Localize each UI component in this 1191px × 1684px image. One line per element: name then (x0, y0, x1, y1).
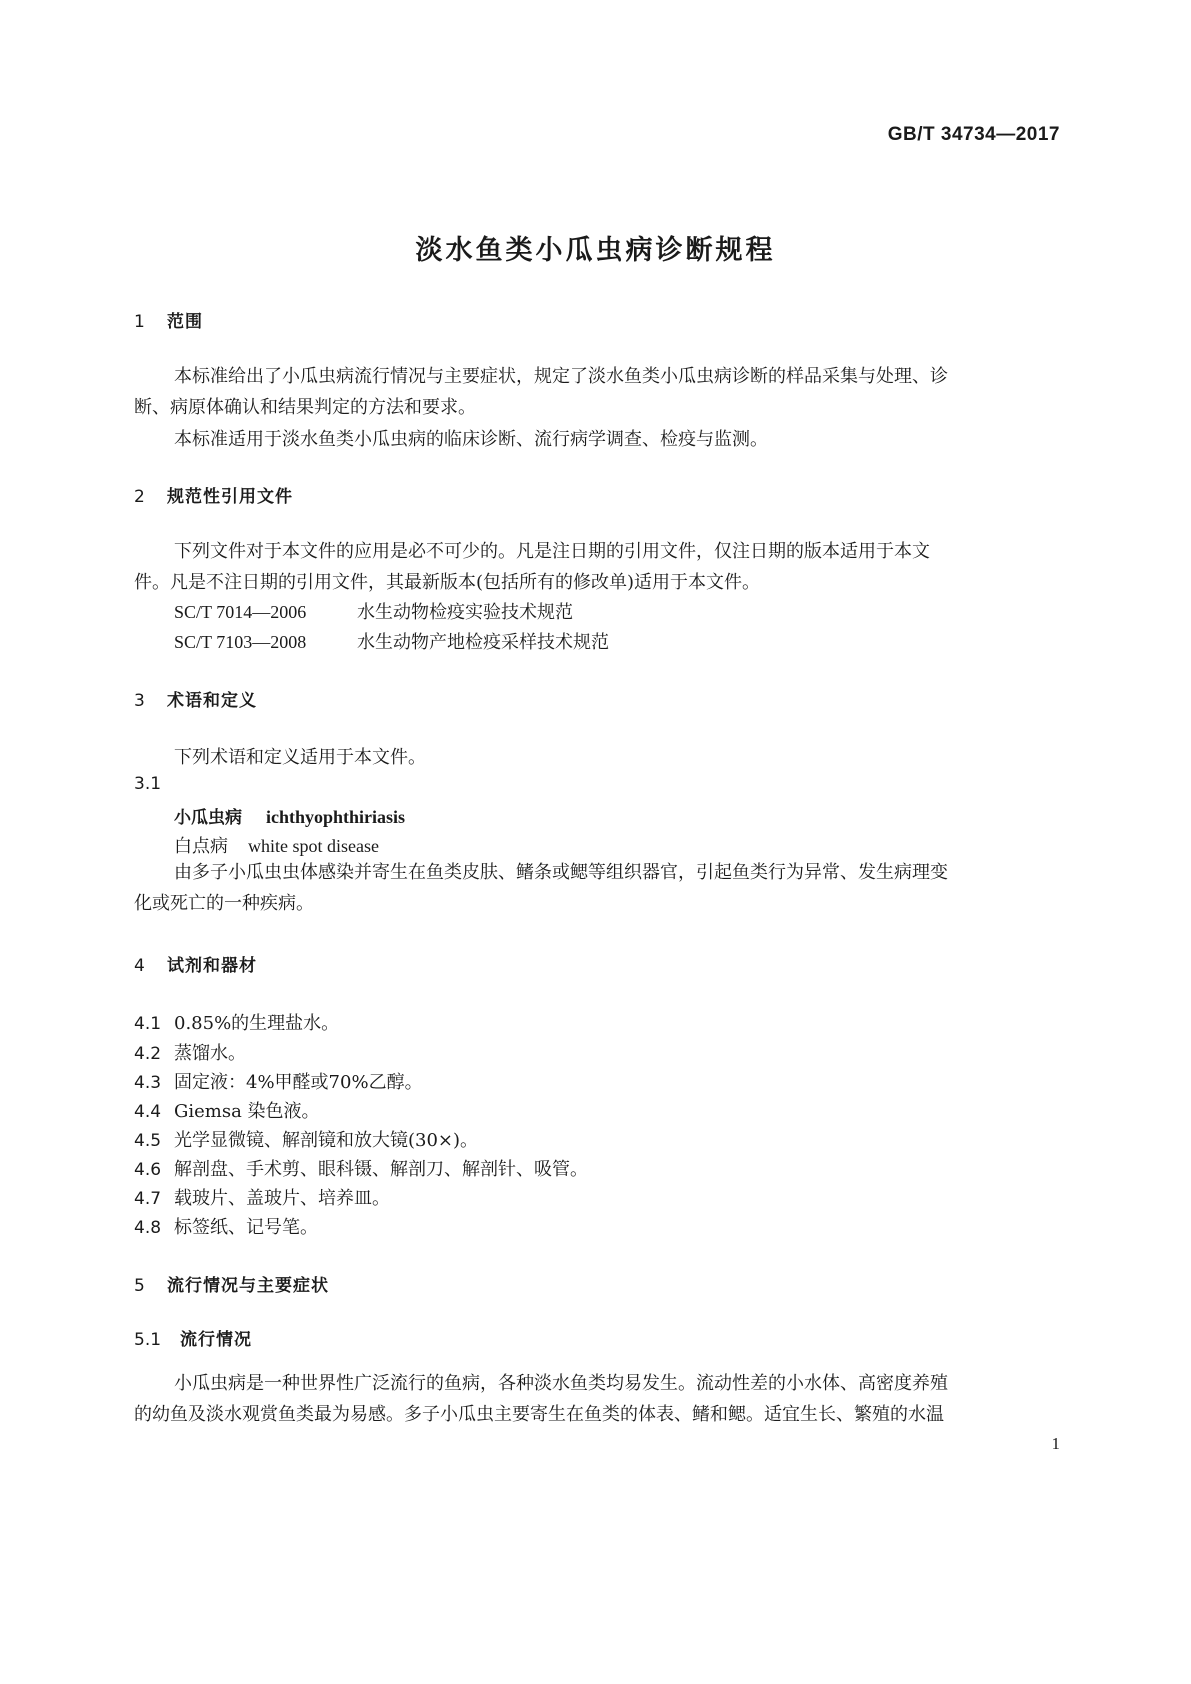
item-text: 解剖盘、手术剪、眼科镊、解剖刀、解剖针、吸管。 (174, 1159, 588, 1180)
references-paragraph (134, 536, 1064, 598)
terms-intro: 下列术语和定义适用于本文件。 (174, 747, 426, 768)
section-title: 术语和定义 (167, 691, 257, 711)
item-text: 0.85%的生理盐水。 (174, 1013, 340, 1034)
item-text: 固定液：4%甲醛或70%乙醇。 (174, 1072, 423, 1093)
section-2-heading (134, 482, 293, 507)
paragraph-line: 小瓜虫病是一种世界性广泛流行的鱼病，各种淡水鱼类均易发生。流动性差的小水体、高密度养殖 (174, 1373, 948, 1394)
section-title: 试剂和器材 (167, 956, 257, 976)
paragraph-line: 的幼鱼及淡水观赏鱼类最为易感。多子小瓜虫主要寄生在鱼类的体表、鳍和鳃。适宜生长、繁殖的水温 (134, 1404, 944, 1425)
paragraph-line: 件。凡是不注日期的引用文件，其最新版本(包括所有的修改单)适用于本文件。 (134, 572, 761, 593)
paragraph-line: 下列文件对于本文件的应用是必不可少的。凡是注日期的引用文件，仅注日期的版本适用于本文 (174, 541, 930, 562)
reagent-item (134, 1068, 423, 1094)
reagent-item (134, 1126, 478, 1152)
reference-name: 水生动物检疫实验技术规范 (357, 602, 573, 623)
section-number: 3 (134, 691, 145, 711)
item-text: 标签纸、记号笔。 (174, 1217, 318, 1238)
section-number: 5 (134, 1276, 145, 1296)
synonym-cn: 白点病 (174, 836, 228, 857)
section-1-heading (134, 307, 203, 332)
term-synonym (174, 832, 379, 858)
reagent-item (134, 1097, 320, 1123)
reference-code: SC/T 7103—2008 (174, 632, 307, 652)
page-number: 1 (1051, 1434, 1060, 1453)
section-3-heading (134, 686, 257, 711)
item-text: 光学显微镜、解剖镜和放大镜(30×)。 (174, 1130, 479, 1151)
item-number: 4.3 (134, 1073, 162, 1093)
item-number: 4.4 (134, 1102, 162, 1122)
reagent-item (134, 1009, 339, 1035)
term-name-en: ichthyophthiriasis (266, 807, 406, 827)
subsection-number: 5.1 (134, 1330, 162, 1350)
item-number: 4.5 (134, 1131, 162, 1151)
synonym-en: white spot disease (248, 836, 379, 856)
paragraph-line: 本标准给出了小瓜虫病流行情况与主要症状，规定了淡水鱼类小瓜虫病诊断的样品采集与处理、诊 (174, 366, 948, 387)
item-number: 4.2 (134, 1044, 162, 1064)
term-number: 3.1 (134, 774, 162, 794)
section-number: 1 (134, 312, 145, 332)
section-number: 4 (134, 956, 145, 976)
section-4-heading (134, 951, 257, 976)
item-text: Giemsa 染色液。 (174, 1101, 320, 1122)
subsection-title: 流行情况 (180, 1330, 252, 1350)
reference-name: 水生动物产地检疫采样技术规范 (357, 632, 609, 653)
item-number: 4.1 (134, 1014, 162, 1034)
term-name-cn: 小瓜虫病 (174, 808, 242, 828)
paragraph-line: 断、病原体确认和结果判定的方法和要求。 (134, 397, 476, 418)
reference-item (174, 598, 573, 624)
item-text: 蒸馏水。 (174, 1043, 246, 1064)
item-text: 载玻片、盖玻片、培养皿。 (174, 1188, 390, 1209)
reagent-item (134, 1155, 588, 1181)
item-number: 4.8 (134, 1218, 162, 1238)
reference-item (174, 628, 609, 654)
term-name (174, 803, 405, 828)
section-title: 范围 (167, 312, 203, 332)
subsection-5-1-heading (134, 1325, 252, 1350)
item-number: 4.6 (134, 1160, 162, 1180)
reagent-item (134, 1039, 246, 1065)
standard-number: GB/T 34734—2017 (887, 124, 1060, 145)
section-title: 规范性引用文件 (167, 487, 293, 507)
section-number: 2 (134, 487, 145, 507)
reference-code: SC/T 7014—2006 (174, 602, 307, 622)
section-5-heading (134, 1271, 329, 1296)
paragraph-line: 由多子小瓜虫虫体感染并寄生在鱼类皮肤、鳍条或鳃等组织器官，引起鱼类行为异常、发生病理变 (174, 862, 948, 883)
reagent-item (134, 1184, 390, 1210)
document-title: 淡水鱼类小瓜虫病诊断规程 (415, 235, 776, 266)
scope-applicability: 本标准适用于淡水鱼类小瓜虫病的临床诊断、流行病学调查、检疫与监测。 (174, 429, 768, 450)
item-number: 4.7 (134, 1189, 162, 1209)
epidemic-paragraph (134, 1368, 1064, 1430)
paragraph-line: 化或死亡的一种疾病。 (134, 893, 314, 914)
scope-paragraph (134, 361, 1064, 423)
term-definition (134, 857, 1064, 919)
section-title: 流行情况与主要症状 (167, 1276, 329, 1296)
reagent-item (134, 1213, 318, 1239)
